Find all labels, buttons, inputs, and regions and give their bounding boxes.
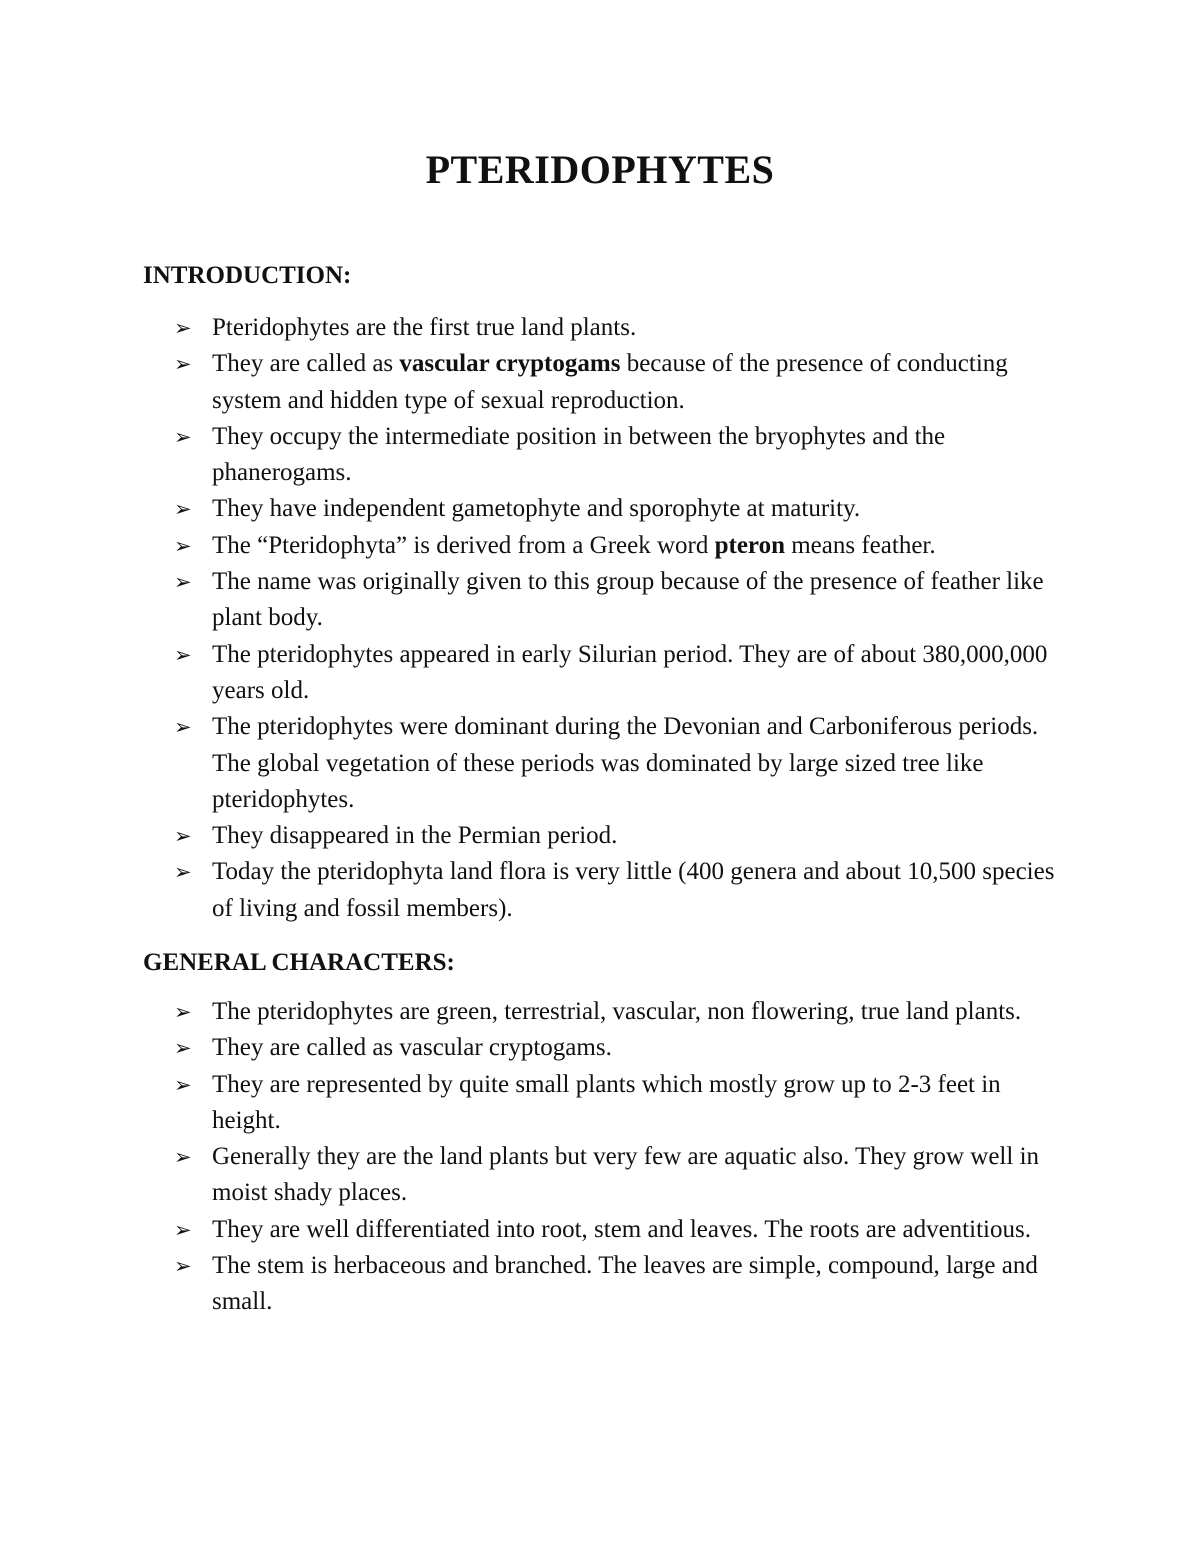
arrow-bullet-icon: ➢ [174,1036,192,1061]
list-item [174,346,1074,419]
list-item [174,637,1074,710]
list-item [174,994,1074,1030]
item-text: means feather. [784,531,936,559]
item-text: They are represented by quite small plants which mostly grow up to 2-3 feet in height. [212,1070,1001,1134]
item-text: They are well differentiated into root, stem and leaves. The roots are adventitious. [212,1215,1031,1243]
list-item [174,564,1074,637]
item-text: The pteridophytes appeared in early Silurian period. They are of about 380,000,000 years old. [212,640,1048,704]
bold-term: pteron [714,531,785,559]
list-item [174,818,1074,854]
list-item [174,1212,1074,1248]
list-item [174,528,1074,564]
arrow-bullet-icon: ➢ [174,1000,192,1024]
bold-term: vascular cryptogams [399,350,621,378]
item-text: Today the pteridophyta land flora is very little (400 genera and about 10,500 species of living and fossil members). [212,858,1055,922]
list-item [174,419,1074,492]
list-item [174,1030,1074,1066]
item-text: They are called as [212,350,400,378]
arrow-bullet-icon: ➢ [174,316,192,340]
introduction-bullet-list [174,310,1074,927]
item-text: Generally they are the land plants but very few are aquatic also. They grow well in moist shady places. [212,1143,1040,1207]
list-item [174,310,1074,346]
arrow-bullet-icon: ➢ [174,1072,192,1097]
list-item [174,854,1074,927]
arrow-bullet-icon: ➢ [174,352,192,377]
list-item [174,1248,1074,1321]
arrow-bullet-icon: ➢ [174,824,192,849]
item-text: They disappeared in the Permian period. [212,822,618,850]
item-text: They have independent gametophyte and sporophyte at maturity. [212,495,861,523]
list-item [174,1067,1074,1140]
item-text: They are called as vascular cryptogams. [212,1034,612,1062]
arrow-bullet-icon: ➢ [174,1145,192,1170]
item-text: The pteridophytes were dominant during the Devonian and Carboniferous periods. The global vegetation of these periods was dominated by large sized tree like pteridophytes. [212,713,1039,813]
arrow-bullet-icon: ➢ [174,533,192,558]
general-characters-bullet-list [174,994,1074,1321]
arrow-bullet-icon: ➢ [174,860,192,885]
section-heading-general-characters: GENERAL CHARACTERS: [143,949,455,976]
list-item [174,1139,1074,1212]
item-text: The stem is herbaceous and branched. The leaves are simple, compound, large and small. [212,1252,1038,1316]
item-text: They occupy the intermediate position in between the bryophytes and the phanerogams. [212,422,946,487]
item-text: Pteridophytes are the first true land plants. [212,314,637,341]
arrow-bullet-icon: ➢ [174,497,192,522]
arrow-bullet-icon: ➢ [174,570,192,595]
arrow-bullet-icon: ➢ [174,1254,192,1279]
item-text: because of the presence of conducting system and hidden type of sexual reproduction. [212,350,1008,414]
page-title: PTERIDOPHYTES [425,147,775,192]
list-item [174,491,1074,527]
arrow-bullet-icon: ➢ [174,642,192,667]
arrow-bullet-icon: ➢ [174,424,192,449]
arrow-bullet-icon: ➢ [174,715,192,740]
arrow-bullet-icon: ➢ [174,1217,192,1242]
section-heading-introduction: INTRODUCTION: [143,262,352,289]
item-text: The name was originally given to this group because of the presence of feather like plant body. [212,568,1044,632]
item-text: The “Pteridophyta” is derived from a Greek word [212,531,715,559]
item-text: The pteridophytes are green, terrestrial, vascular, non flowering, true land plants. [212,998,1022,1025]
list-item [174,709,1074,818]
